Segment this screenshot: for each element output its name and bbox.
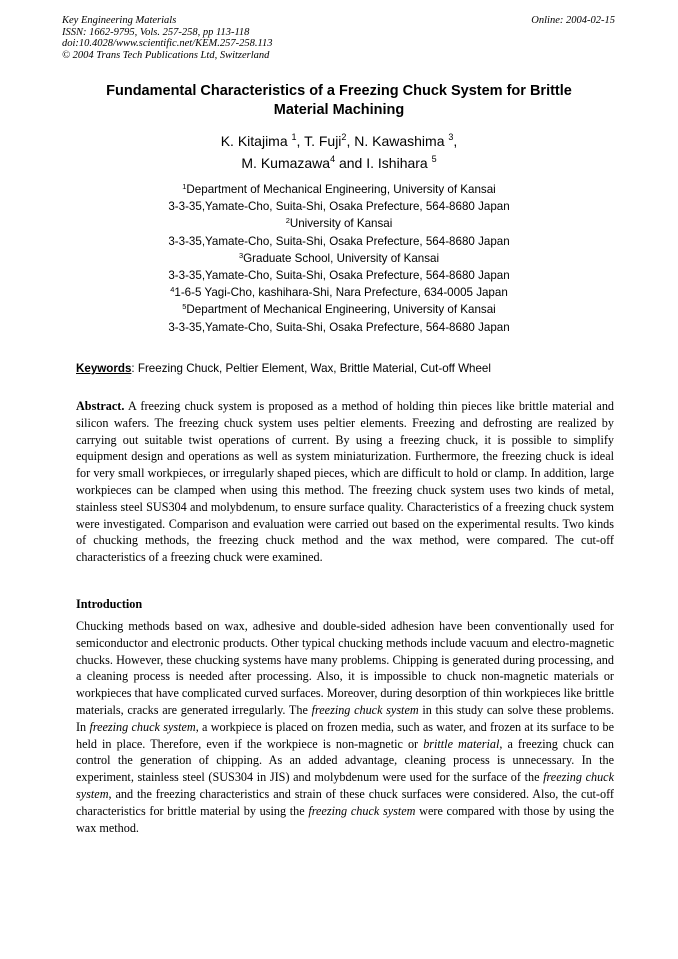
affiliation-line	[70, 301, 608, 318]
author-name: T. Fuji	[304, 133, 342, 149]
section-heading-introduction: Introduction	[76, 597, 143, 611]
online-date: Online: 2004-02-15	[531, 15, 615, 26]
affiliation-line	[70, 215, 608, 232]
affiliation-address: 3-3-35,Yamate-Cho, Suita-Shi, Osaka Prefecture, 564-8680 Japan	[168, 269, 510, 283]
abstract-label: Abstract.	[76, 399, 125, 413]
author-name: I. Ishihara	[366, 155, 428, 171]
affiliation-list	[70, 181, 608, 336]
affiliation-1	[70, 181, 608, 215]
affiliation-address: 3-3-35,Yamate-Cho, Suita-Shi, Osaka Prefecture, 564-8680 Japan	[168, 200, 510, 214]
affiliation-line	[70, 250, 608, 267]
affiliation-4	[70, 284, 608, 301]
affiliation-marker: 3	[238, 250, 244, 260]
introduction-paragraph	[76, 618, 614, 836]
paper-title	[70, 82, 608, 120]
intro-text: , a freezing chuck can control the generation of chipping. As an added advantage, cleaning process is unnecessary. In the experiment, stainless steel (SUS304 in JIS) and molybdenum were used for the surface of the	[76, 736, 614, 785]
intro-text: , and the freezing characteristics and strain of these chuck surfaces were considered. Also, the cut-off characteristics for brittle material by using the	[76, 786, 614, 818]
abstract-paragraph	[76, 398, 614, 566]
publication-header	[62, 15, 272, 61]
affiliation-text: Department of Mechanical Engineering, University of Kansai	[186, 303, 496, 317]
intro-text: in this study can solve these problems. In	[76, 702, 614, 734]
affiliation-line	[70, 181, 608, 198]
affiliation-3	[70, 250, 608, 284]
author-name: N. Kawashima	[354, 133, 445, 149]
author-list	[70, 130, 608, 174]
doi-line[interactable]: doi:10.4028/www.scientific.net/KEM.257-258.113	[62, 38, 273, 49]
affiliation-address: 3-3-35,Yamate-Cho, Suita-Shi, Osaka Prefecture, 564-8680 Japan	[168, 234, 510, 248]
affiliation-text: Department of Mechanical Engineering, University of Kansai	[186, 183, 496, 196]
keywords-text: : Freezing Chuck, Peltier Element, Wax, Brittle Material, Cut-off Wheel	[131, 362, 491, 375]
journal-name: Key Engineering Materials	[62, 15, 177, 26]
affiliation-5	[70, 301, 608, 335]
affiliation-text: Graduate School, University of Kansai	[243, 251, 440, 265]
affiliation-text: 1-6-5 Yagi-Cho, kashihara-Shi, Nara Prefecture, 634-0005 Japan	[174, 286, 508, 300]
affiliation-address: 3-3-35,Yamate-Cho, Suita-Shi, Osaka Prefecture, 564-8680 Japan	[168, 320, 510, 334]
author-affil-ref: 4	[330, 154, 336, 164]
affiliation-marker: 2	[285, 216, 290, 226]
title-line-1: Fundamental Characteristics of a Freezing Chuck System for Brittle	[106, 83, 572, 99]
author-line-2	[70, 152, 608, 174]
issn-line: ISSN: 1662-9795, Vols. 257-258, pp 113-118	[62, 26, 250, 38]
intro-text: were compared with those by using the wax method.	[76, 803, 614, 835]
title-line-2: Material Machining	[273, 102, 405, 118]
affiliation-2	[70, 215, 608, 249]
author-name: M. Kumazawa	[241, 155, 331, 171]
affiliation-marker: 5	[182, 302, 187, 312]
author-line-1: K. Kitajima $^1$, T. Fuji$^2$, N. Kawashima $^3$,	[220, 132, 458, 149]
intro-emphasis: freezing chuck system	[89, 719, 196, 734]
affiliation-line	[70, 284, 608, 301]
author-affil-ref: 5	[431, 154, 437, 164]
intro-text: Chucking methods based on wax, adhesive and double-sided adhesion have been conventionally used for semiconductor and electronic products. Other typical chucking methods include vacuum and electro-magnetic chucks. However, these chucking systems have many problems. Chipping is generated during processing, and a cleaning process is needed after processing. Also, it is impossible to chuck non-magnetic materials or workpieces that have complicated curved surfaces. Moreover, during desorption of thin workpieces like brittle materials, cracks are generated irregularly. The	[76, 619, 614, 717]
keywords-line	[76, 361, 616, 376]
intro-emphasis: freezing chuck system	[76, 770, 614, 801]
affiliation-marker: 1	[182, 182, 187, 191]
author-affil-ref: 3	[448, 132, 454, 142]
affiliation-marker: 4	[170, 285, 175, 295]
author-name: K. Kitajima	[220, 133, 288, 149]
keywords-label: Keywords	[76, 362, 132, 375]
copyright-line: © 2004 Trans Tech Publications Ltd, Switzerland	[62, 49, 270, 61]
abstract-text: A freezing chuck system is proposed as a method of holding thin pieces like brittle material and silicon wafers. The freezing chuck system uses peltier elements. Freezing and defrosting are realized by carrying out suitable twist operations of current. By using a freezing chuck, it is possible to simplify equipment design and operations as well as system miniaturization. Furthermore, the freezing chuck is ideal for very small workpieces, or irregularly shaped pieces, which are difficult to hold or clamp. In addition, large workpieces can be clamped when using this method. The freezing chuck system uses two kinds of metal, stainless steel SUS304 and molybdenum, to ensure surface quality. Characteristics of a freezing chuck system were investigated. Comparison and evaluation were carried out based on the experimental results. Two kinds of chucking methods, the freezing chuck method and the wax method, were compared. The cut-off characteristics of a freezing chuck were examined.	[76, 399, 615, 565]
author-affil-ref: 2	[341, 132, 347, 142]
author-conjunction: and	[338, 155, 363, 171]
affiliation-text: University of Kansai	[289, 217, 393, 231]
intro-text: , a workpiece is placed on frozen media, such as water, and frozen at its surface to be held in place. Therefore, even if the workpiece is non-magnetic or	[76, 719, 614, 751]
intro-emphasis: brittle material	[423, 736, 500, 751]
author-affil-ref: 1	[291, 132, 297, 142]
intro-emphasis: freezing chuck system	[311, 702, 419, 717]
intro-emphasis: freezing chuck system	[308, 803, 416, 818]
